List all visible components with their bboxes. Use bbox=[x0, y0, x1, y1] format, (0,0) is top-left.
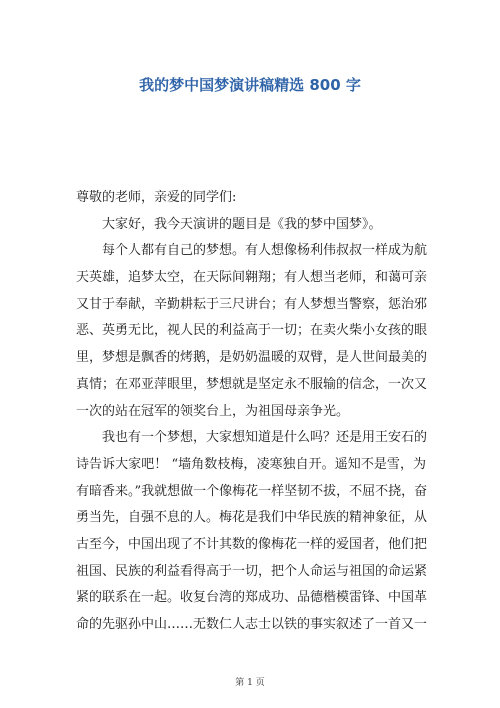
paragraph-line: 又甘于奉献，辛勤耕耘于三尺讲台；有人梦想当警察，惩治邪 bbox=[76, 296, 428, 312]
greeting-line: 大家好，我今天演讲的题目是《我的梦中国梦》。 bbox=[102, 216, 382, 232]
paragraph-line: 真情；在邓亚萍眼里，梦想就是坚定永不服输的信念，一次又 bbox=[76, 376, 428, 392]
document-title: 我的梦中国梦演讲稿精选 800 字 bbox=[139, 76, 361, 94]
paragraph-line: 命的先驱孙中山……无数仁人志士以铁的事实叙述了一首又一 bbox=[76, 617, 428, 632]
paragraph-line: 古至今，中国出现了不计其数的像梅花一样的爱国者，他们把 bbox=[76, 536, 428, 552]
paragraph-line: 恶、英勇无比，视人民的利益高于一切；在卖火柴小女孩的眼 bbox=[76, 323, 428, 339]
paragraph-line: 祖国、民族的利益看得高于一切，把个人命运与祖国的命运紧 bbox=[76, 563, 428, 579]
paragraph-line: 诗告诉大家吧！ “墙角数枝梅，凌寒独自开。遥知不是雪，为 bbox=[76, 456, 426, 472]
paragraph-line: 有暗香来。”我就想做一个像梅花一样坚韧不拔，不屈不挠，奋 bbox=[76, 483, 428, 499]
paragraph-line: 里，梦想是飘香的烤鹅，是奶奶温暖的双臂，是人世间最美的 bbox=[76, 350, 428, 366]
salutation-line: 尊敬的老师，亲爱的同学们: bbox=[76, 190, 237, 205]
document-body bbox=[76, 185, 426, 639]
paragraph-line: 每个人都有自己的梦想。有人想像杨利伟叔叔一样成为航 bbox=[102, 243, 428, 259]
paragraph-line: 勇当先，自强不息的人。梅花是我们中华民族的精神象征，从 bbox=[76, 510, 428, 526]
paragraph-line: 紧的联系在一起。收复台湾的郑成功、品德楷模雷锋、中国革 bbox=[76, 590, 428, 606]
paragraph-line: 我也有一个梦想，大家想知道是什么吗？还是用王安石的 bbox=[102, 430, 428, 446]
page-number: 第 1 页 bbox=[235, 678, 265, 688]
paragraph-line: 天英雄，追梦太空，在天际间翱翔；有人想当老师，和蔼可亲 bbox=[76, 270, 428, 286]
paragraph-line: 一次的站在冠军的领奖台上，为祖国母亲争光。 bbox=[76, 403, 350, 419]
